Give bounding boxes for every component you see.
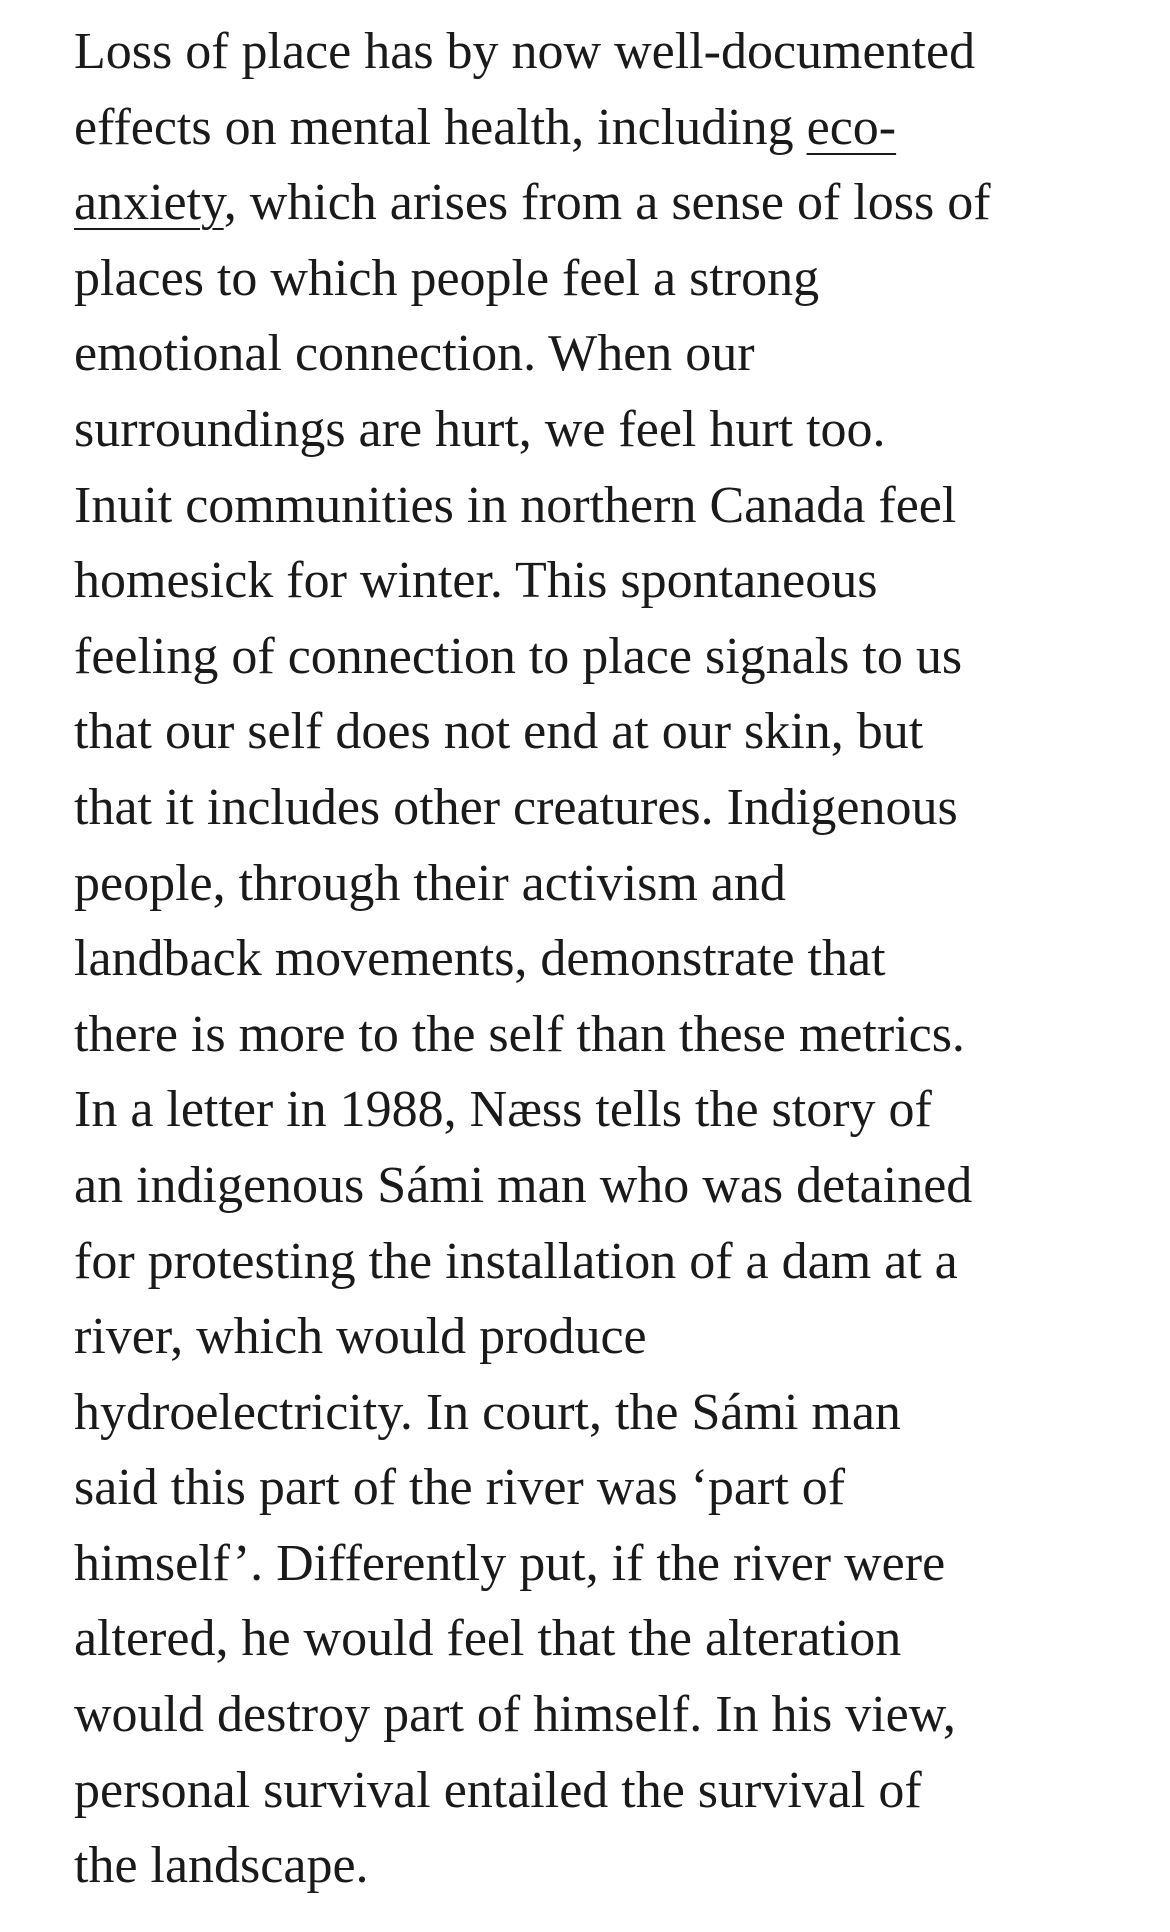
eco-anxiety-link[interactable]: anxiety bbox=[74, 174, 224, 232]
text-line: for protesting the installation of a dam at a bbox=[74, 1232, 958, 1290]
text-segment: , which arises from a sense of loss of bbox=[223, 174, 991, 232]
text-line: Loss of place has by now well-documented bbox=[74, 23, 976, 80]
text-line: surroundings are hurt, we feel hurt too. bbox=[74, 400, 886, 458]
text-line: In a letter in 1988, Næss tells the story of bbox=[74, 1081, 932, 1139]
text-line: emotional connection. When our bbox=[74, 325, 755, 383]
text-line bbox=[74, 165, 1134, 241]
text-line bbox=[74, 90, 1134, 166]
text-line: people, through their activism and bbox=[74, 854, 786, 912]
text-line: himself’. Differently put, if the river were bbox=[74, 1534, 946, 1592]
text-line: there is more to the self than these metrics. bbox=[74, 1005, 965, 1063]
text-line: the landscape. bbox=[74, 1837, 369, 1895]
text-line: an indigenous Sámi man who was detained bbox=[74, 1156, 973, 1214]
text-line: feeling of connection to place signals to us bbox=[74, 627, 963, 685]
text-line: hydroelectricity. In court, the Sámi man bbox=[74, 1383, 901, 1441]
text-line: altered, he would feel that the alteration bbox=[74, 1610, 902, 1668]
text-line: said this part of the river was ‘part of bbox=[74, 1459, 846, 1517]
text-line: Inuit communities in northern Canada feel bbox=[74, 476, 957, 534]
text-line: that it includes other creatures. Indigenous bbox=[74, 778, 958, 836]
text-line: landback movements, demonstrate that bbox=[74, 930, 886, 988]
text-line: homesick for winter. This spontaneous bbox=[74, 552, 878, 610]
text-line: would destroy part of himself. In his view, bbox=[74, 1686, 956, 1744]
text-line: river, which would produce bbox=[74, 1308, 647, 1366]
text-segment: effects on mental health, including bbox=[74, 98, 807, 156]
paragraph bbox=[74, 14, 1134, 1904]
text-line: that our self does not end at our skin, but bbox=[74, 703, 924, 761]
text-line: personal survival entailed the survival of bbox=[74, 1761, 922, 1819]
eco-anxiety-link[interactable]: eco- bbox=[806, 98, 897, 156]
text-line: places to which people feel a strong bbox=[74, 249, 820, 307]
article-body bbox=[74, 14, 1134, 1904]
